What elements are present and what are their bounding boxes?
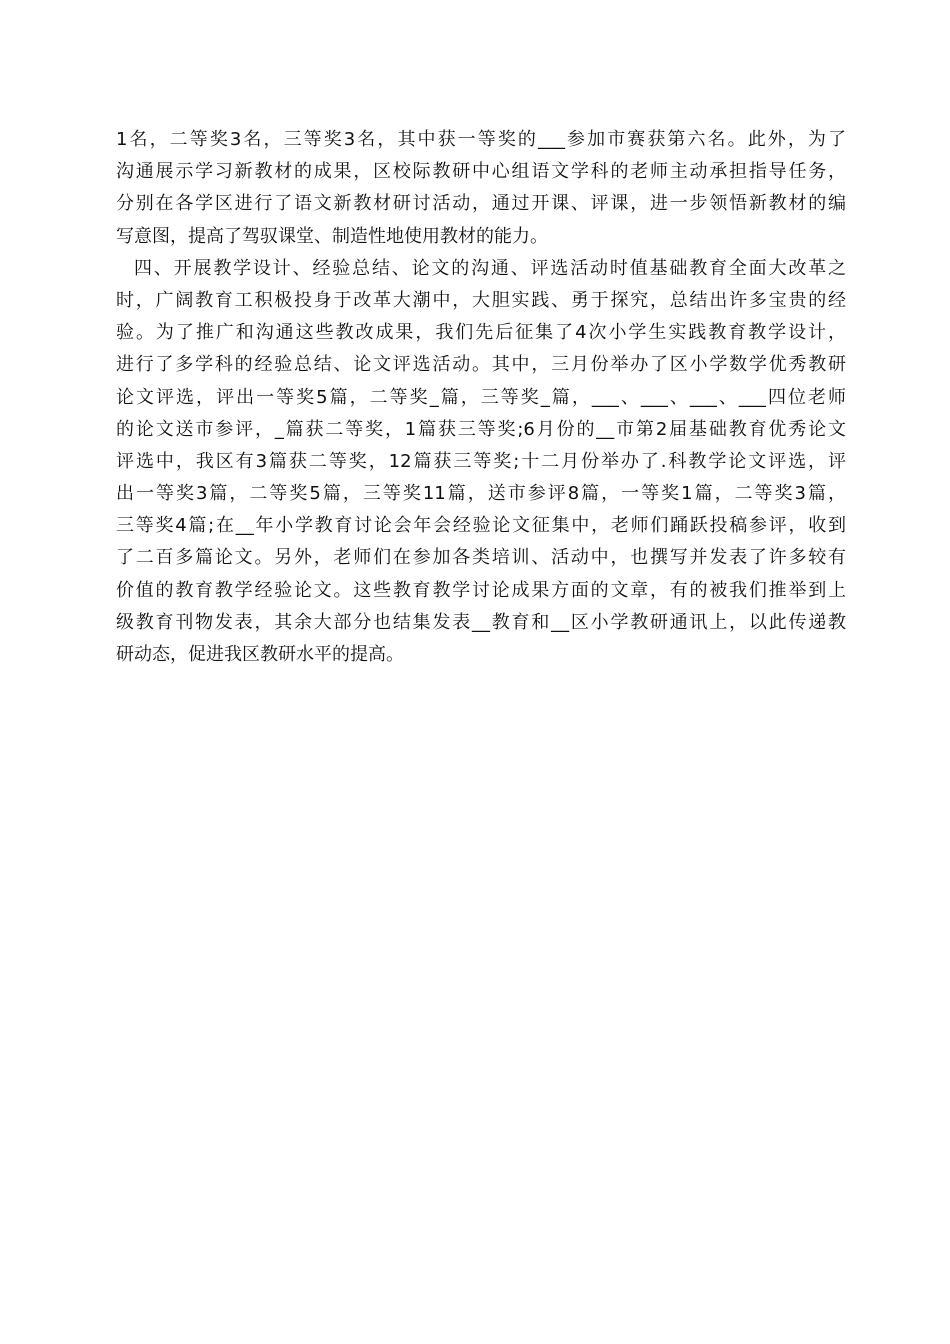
text-line: 时，广阔教育工积极投身于改革大潮中，大胆实践、勇于探究，总结出许多宝贵的经 [116,289,846,311]
text-line: 论文评选，评出一等奖5篇，二等奖_篇，三等奖_篇，___、___、___、___四位老师 [116,386,846,408]
text-line: 价值的教育教学经验论文。这些教育教学讨论成果方面的文章，有的被我们推举到上 [116,579,846,601]
text-line: 出一等奖3篇，二等奖5篇，三等奖11篇，送市参评8篇，一等奖1篇，二等奖3篇， [116,483,846,505]
text-line: 进行了多学科的经验总结、论文评选活动。其中，三月份举办了区小学数学优秀教研 [116,354,846,376]
text-line: 的论文送市参评，_篇获二等奖，1篇获三等奖;6月份的__市第2届基础教育优秀论文 [116,418,846,440]
text-line: 1名，二等奖3名，三等奖3名，其中获一等奖的___参加市赛获第六名。此外，为了 [116,129,846,150]
text-line: 评选中，我区有3篇获二等奖，12篇获三等奖;十二月份举办了.科教学论文评选，评 [116,450,846,472]
text-line: 写意图，提高了驾驭课堂、制造性地使用教材的能力。 [116,225,548,247]
text-line: 研动态，促进我区教研水平的提高。 [116,644,404,665]
text-line: 分别在各学区进行了语文新教材研讨活动，通过开课、评课，进一步领悟新教材的编 [116,193,846,215]
text-line: 了二百多篇论文。另外，老师们在参加各类培训、活动中，也撰写并发表了许多较有 [116,547,846,569]
text-line: 三等奖4篇;在__年小学教育讨论会年会经验论文征集中，老师们踊跃投稿参评，收到 [116,515,846,537]
paragraph-section-four [116,253,846,671]
text-line: 验。为了推广和沟通这些教改成果，我们先后征集了4次小学生实践教育教学设计， [116,322,846,344]
document-body [116,124,846,671]
paragraph-awards-continuation [116,124,846,253]
text-line: 沟通展示学习新教材的成果，区校际教研中心组语文学科的老师主动承担指导任务， [116,161,846,183]
text-line: 级教育刊物发表，其余大部分也结集发表__教育和__区小学教研通讯上，以此传递教 [116,611,846,633]
text-line: 四、开展教学设计、经验总结、论文的沟通、评选活动时值基础教育全面大改革之 [134,257,846,279]
